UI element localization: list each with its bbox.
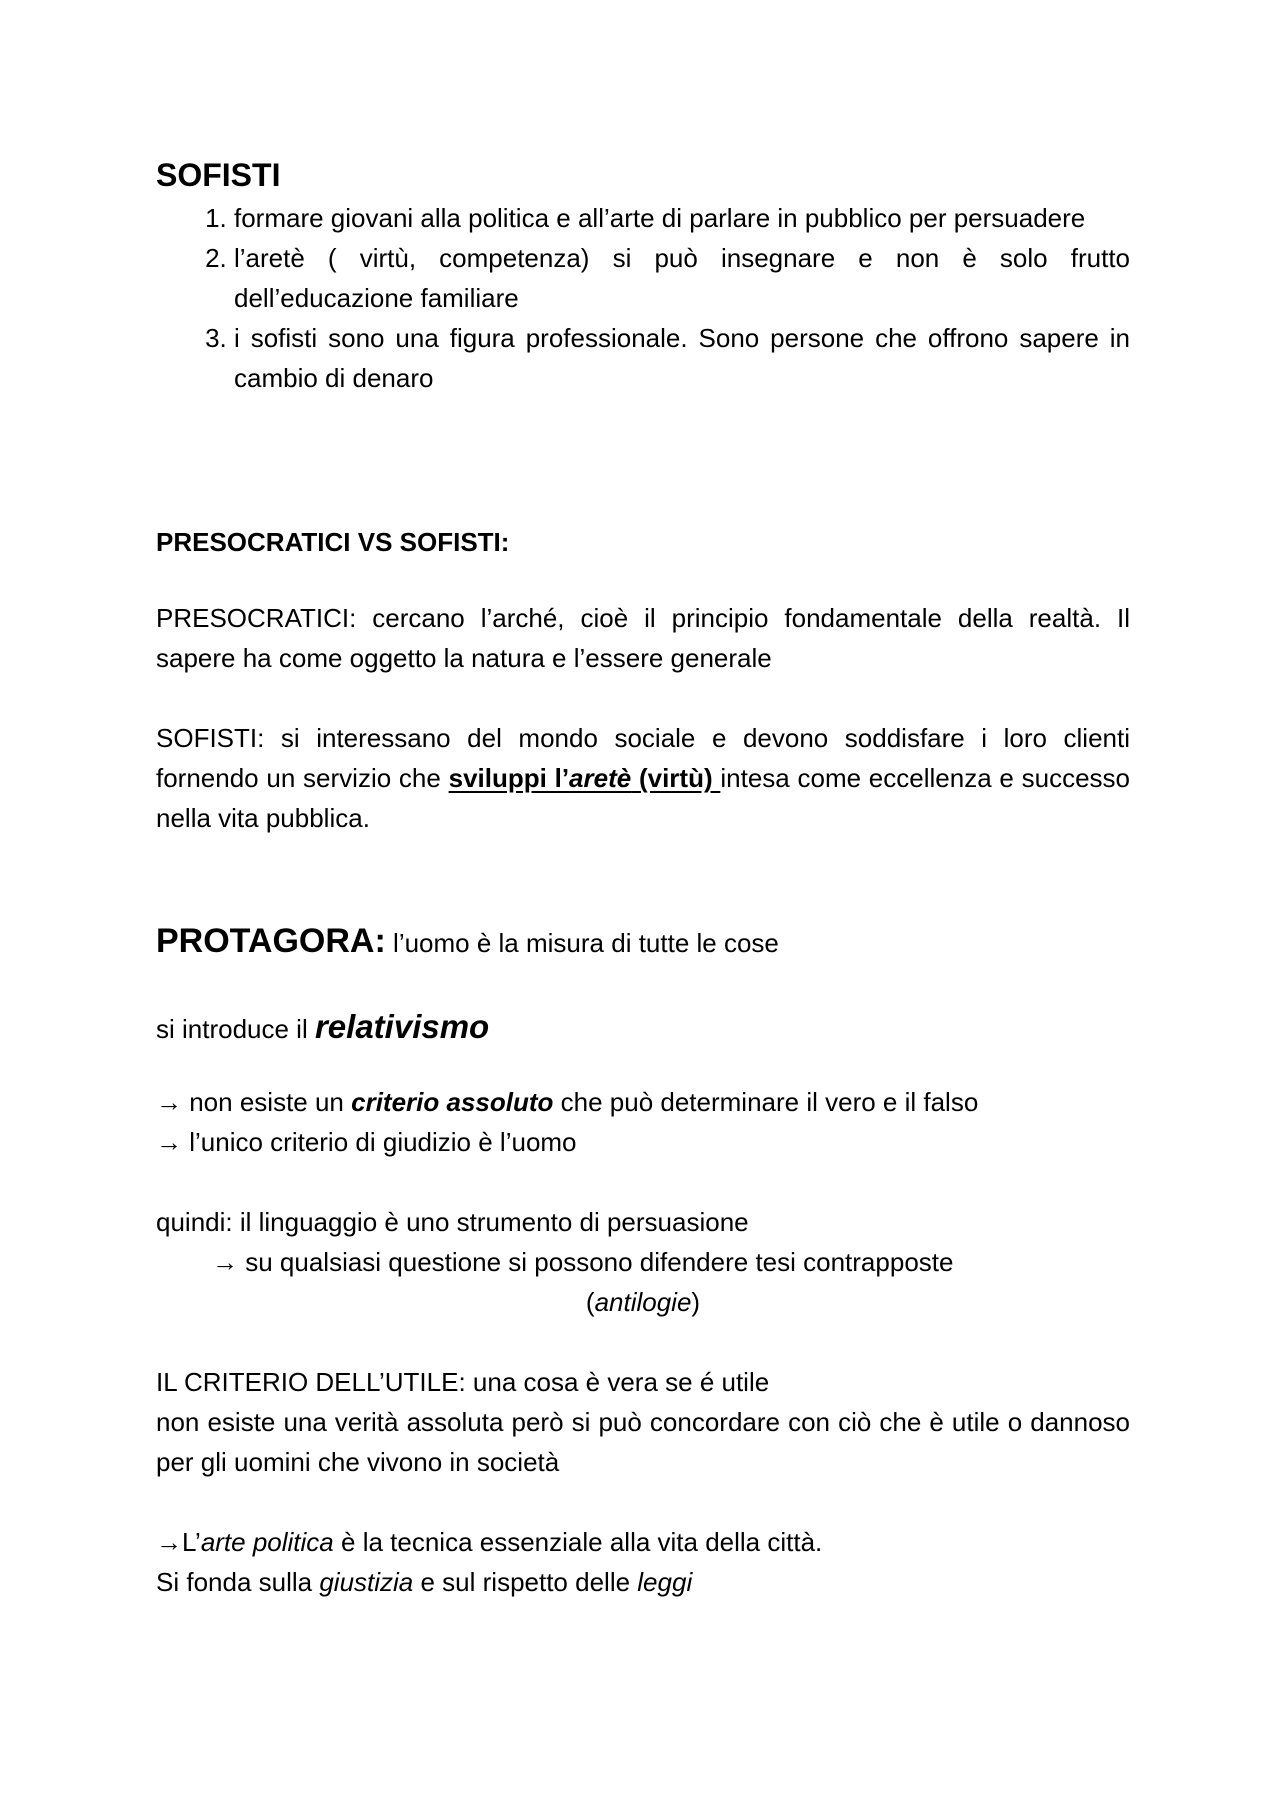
- arete-word: aretè: [569, 763, 632, 793]
- arte-politica-term: arte politica: [200, 1527, 334, 1557]
- criterio-utile-text: non esiste una verità assoluta però si può concordare con ciò che è utile o dannoso per gli uomini che vivono in società: [156, 1407, 1130, 1477]
- protagora-name: PROTAGORA: [156, 922, 375, 960]
- unico-criterio-line: → l’unico criterio di giudizio è l’uomo: [156, 1127, 577, 1157]
- protagora-colon: :: [374, 922, 386, 960]
- intro-text: si introduce il: [156, 1014, 315, 1044]
- sofisti-list: [156, 198, 1130, 398]
- arete-emphasis-part: (virtù): [631, 763, 721, 793]
- giustizia-term: giustizia: [319, 1567, 414, 1597]
- sofisti-label: SOFISTI:: [156, 723, 265, 753]
- arte-text: è la tecnica essenziale alla vita della città.: [333, 1527, 823, 1557]
- sofisti-text-end: intesa come eccellenza e successo nella vita pubblica.: [156, 763, 1130, 833]
- list-item: 2. l’aretè ( virtù, competenza) si può insegnare e non è solo frutto dell’educazione familiare: [234, 238, 1130, 318]
- presocratici-label: PRESOCRATICI:: [156, 603, 357, 633]
- relativismo-line: [156, 1004, 1130, 1052]
- criterio-utile-line: IL CRITERIO DELL’UTILE: una cosa è vera se é utile: [156, 1367, 770, 1397]
- list-item: 3. i sofisti sono una figura professionale. Sono persone che offrono sapere in cambio di denaro: [234, 318, 1130, 398]
- protagora-quote: l’uomo è la misura di tutte le cose: [385, 928, 779, 958]
- tesi-line: → su qualsiasi questione si possono difendere tesi contrapposte: [212, 1247, 954, 1277]
- sofisti-title: SOFISTI: [156, 157, 281, 193]
- criterio-assoluto-term: criterio assoluto: [351, 1087, 554, 1117]
- leggi-term: leggi: [637, 1567, 693, 1597]
- presocratici-paragraph: [156, 598, 1130, 678]
- presocratici-text: cercano l’arché, cioè il principio fondamentale della realtà. Il sapere ha come oggetto la natura e l’essere generale: [156, 603, 1130, 673]
- giustizia-line: [156, 1562, 1130, 1602]
- antilogie-line: [156, 1282, 1130, 1322]
- fonda-text: e sul rispetto delle: [413, 1567, 638, 1597]
- antilogie-term: antilogie: [594, 1287, 692, 1317]
- sofisti-paragraph: [156, 718, 1130, 838]
- arrow-text: → non esiste un: [156, 1087, 352, 1117]
- arrow-text: →L’: [156, 1527, 201, 1557]
- comparison-heading: PRESOCRATICI VS SOFISTI:: [156, 527, 510, 557]
- sofisti-text: si interessano del mondo sociale e devono soddisfare i loro clienti fornendo un servizio che: [156, 723, 1130, 793]
- arete-emphasis: [449, 763, 721, 793]
- arte-politica-line: [156, 1522, 1130, 1562]
- document-page: [156, 0, 1130, 1808]
- protagora-heading: [156, 918, 1130, 966]
- relativismo-term: relativismo: [314, 1008, 490, 1045]
- paren: (: [585, 1287, 595, 1317]
- arrow-text: che può determinare il vero e il falso: [553, 1087, 979, 1117]
- quindi-line: quindi: il linguaggio è uno strumento di persuasione: [156, 1207, 749, 1237]
- fonda-text: Si fonda sulla: [156, 1567, 320, 1597]
- list-item: 1. formare giovani alla politica e all’arte di parlare in pubblico per persuadere: [234, 198, 1130, 238]
- paren: ): [691, 1287, 701, 1317]
- criterio-assoluto-line: [156, 1082, 1130, 1122]
- arete-emphasis-part: sviluppi l’: [448, 763, 570, 793]
